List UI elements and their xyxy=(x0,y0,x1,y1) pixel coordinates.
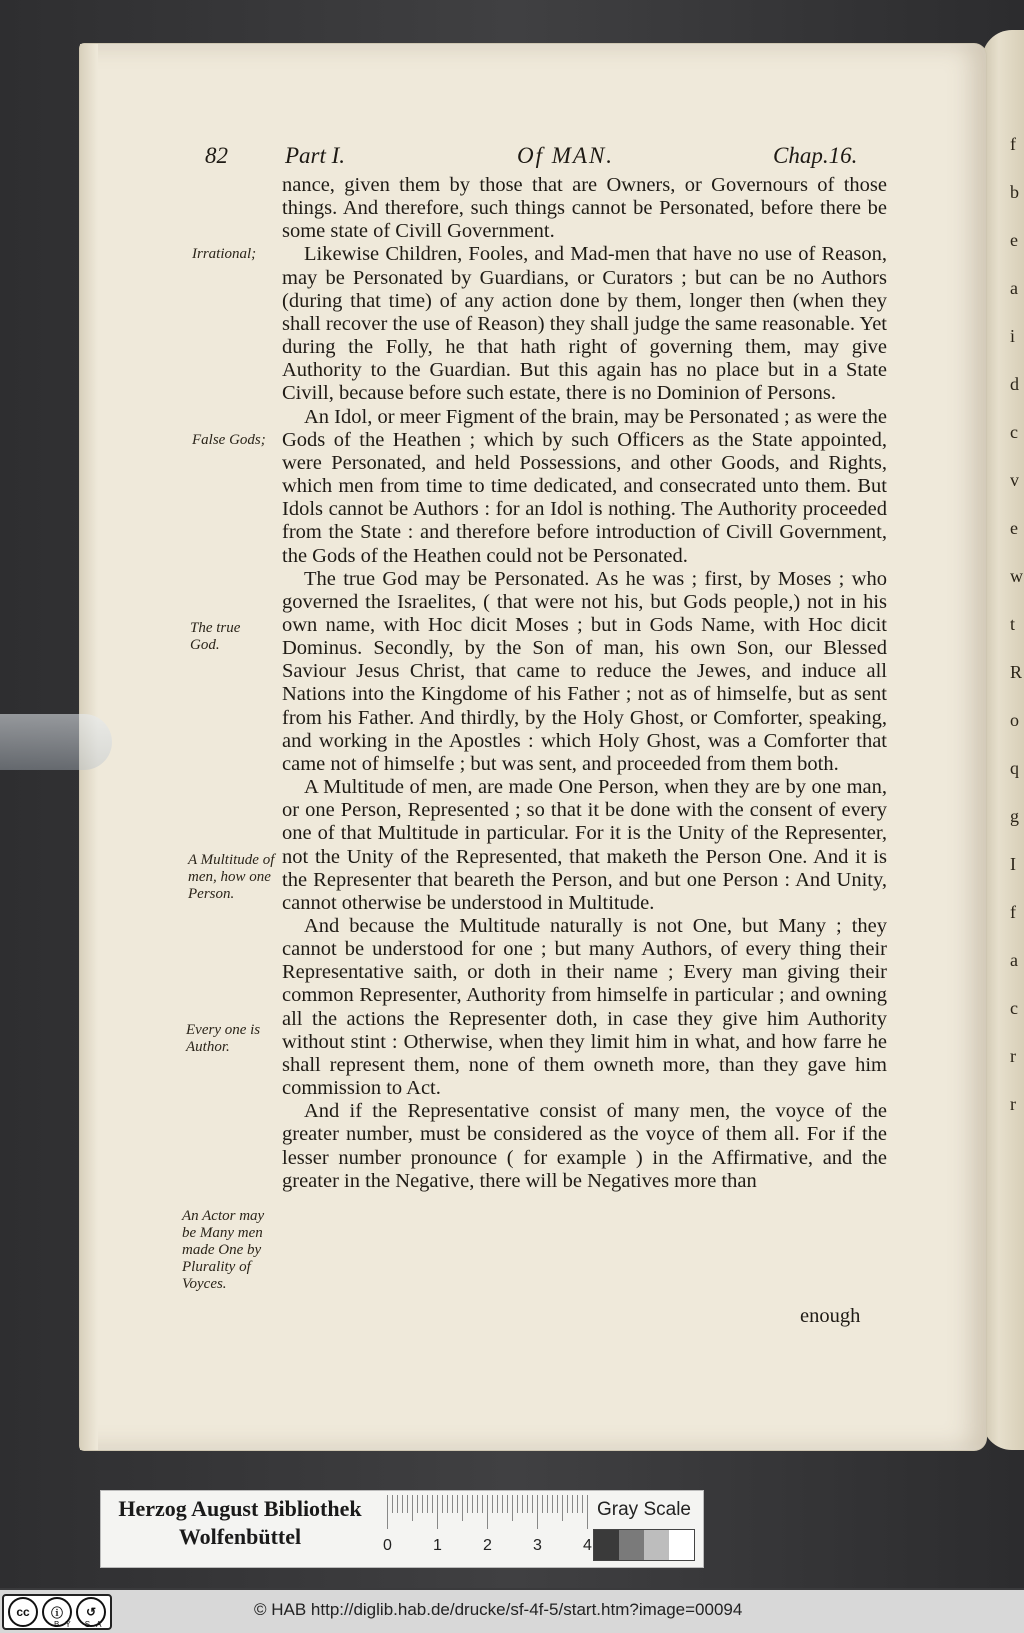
paragraph-1: nance, given them by those that are Owners, or Governours of those things. And therefore, such things cannot be Personated, before there be some state of Civill Government. xyxy=(282,174,887,243)
facing-page-letter: w xyxy=(1010,566,1023,586)
scale-tick xyxy=(417,1495,418,1513)
scale-tick xyxy=(572,1495,573,1513)
scale-number: 0 xyxy=(383,1537,392,1554)
margin-note-multitude: A Multitude of men, how one Person. xyxy=(188,852,275,902)
facing-page-letter: r xyxy=(1010,1094,1016,1114)
facing-page-letters xyxy=(1010,120,1024,1128)
margin-note-actor-many: An Actor may be Many men made One by Plurality of Voyces. xyxy=(182,1208,265,1292)
scale-tick xyxy=(422,1495,423,1513)
scale-tick xyxy=(472,1495,473,1513)
scale-tick xyxy=(577,1495,578,1513)
scale-tick xyxy=(427,1495,428,1513)
scale-tick xyxy=(562,1495,563,1521)
scale-tick xyxy=(432,1495,433,1513)
paragraph-3: An Idol, or meer Figment of the brain, may be Personated ; as were the Gods of the Heathen ; which by such Officers as the State appointed, were Personated, and held Possessions, and other Goods, and Rights, which men from time to time dedicated, and consecrated unto them. But Idols cannot be Authors : for an Idol is nothing. The Authority proceeded from the State : and therefore before introduction of Civill Government, the Gods of the Heathen could not be Personated. xyxy=(282,405,887,567)
facing-page-letter: b xyxy=(1010,182,1019,202)
scale-tick xyxy=(522,1495,523,1513)
scale-tick xyxy=(387,1495,388,1529)
scale-tick xyxy=(487,1495,488,1529)
scale-tick xyxy=(402,1495,403,1513)
scale-tick xyxy=(412,1495,413,1521)
paragraph-2: Likewise Children, Fooles, and Mad-men that have no use of Reason, may be Personated by Guardians, or Curators ; but can be no Authors (during that time) of any action done by them, longer then (when they shall recover the use of Reason) they shall judge the same reasonable. Yet during the Folly, he that hath right of governing them, may give Authority to the Guardian. But this again has no place but in a State Civill, because before such estate, there is no Dominion of Persons. xyxy=(282,243,887,405)
library-name-line2: Wolfenbüttel xyxy=(178,1524,302,1549)
cc-license-badge[interactable] xyxy=(2,1594,112,1630)
scale-tick xyxy=(502,1495,503,1513)
cc-license-sub: BY SA xyxy=(54,1620,108,1629)
scale-number: 4 xyxy=(583,1537,592,1554)
facing-page-letter: e xyxy=(1010,230,1018,250)
body-text xyxy=(282,174,887,1193)
facing-page-letter: e xyxy=(1010,518,1018,538)
running-header xyxy=(205,143,885,173)
facing-page-letter: c xyxy=(1010,998,1018,1018)
scale-tick xyxy=(587,1495,588,1529)
scale-tick xyxy=(462,1495,463,1521)
library-name-line1: Herzog August Bibliothek xyxy=(118,1496,362,1521)
scale-tick xyxy=(532,1495,533,1513)
source-url[interactable]: © HAB http://diglib.hab.de/drucke/sf-4f-5/start.htm?image=00094 xyxy=(254,1600,743,1619)
scale-tick xyxy=(392,1495,393,1513)
facing-page-letter: I xyxy=(1010,854,1016,874)
facing-page-letter: f xyxy=(1010,134,1016,154)
scale-tick xyxy=(477,1495,478,1513)
header-part: Part I. xyxy=(285,143,346,168)
margin-note-every-one-author: Every one is Author. xyxy=(186,1022,261,1055)
by-icon: ⓘ xyxy=(42,1597,72,1627)
scale-tick xyxy=(582,1495,583,1513)
facing-page-letter: a xyxy=(1010,950,1018,970)
scale-tick xyxy=(407,1495,408,1513)
facing-page-letter: t xyxy=(1010,614,1016,634)
facing-page-letter: i xyxy=(1010,326,1016,346)
facing-page-letter: g xyxy=(1010,806,1019,826)
facing-page-letter: a xyxy=(1010,278,1018,298)
header-title: Of MAN. xyxy=(517,143,615,168)
scale-tick xyxy=(492,1495,493,1513)
color-scale-ruler xyxy=(100,1490,704,1568)
sa-icon: ↺ xyxy=(76,1597,106,1627)
scale-tick xyxy=(442,1495,443,1513)
paragraph-5: A Multitude of men, are made One Person, when they are by one man, or one Person, Represented ; so that it be done with the consent of every one of that Multitude in particular. For it is the Unity of the Representer, not the Unity of the Represented, that maketh the Person One. And it is the Representer that beareth the Person, and but one Person : And Unity, cannot otherwise be understood in Multitude. xyxy=(282,776,887,914)
scale-tick xyxy=(467,1495,468,1513)
scale-tick xyxy=(567,1495,568,1513)
facing-page-letter: c xyxy=(1010,422,1018,442)
gray-swatch xyxy=(619,1530,644,1560)
library-name xyxy=(109,1495,371,1551)
paragraph-6: And because the Multitude naturally is not One, but Many ; they cannot be understood for one ; but many Authors, of every thing their Representative saith, or doth in their name ; Every man giving their common Representer, Authority from himselfe in particular ; and owning all the actions the Representer doth, in case they give him Authority without stint : Otherwise, when they limit him in what, and how farre he shall represent them, none of them owneth more, than they gave him commission to Act. xyxy=(282,915,887,1100)
facing-page-letter: o xyxy=(1010,710,1019,730)
facing-page-letter: q xyxy=(1010,758,1019,778)
cc-icon: cc xyxy=(8,1597,38,1627)
gray-scale-swatches xyxy=(593,1529,695,1561)
scale-tick xyxy=(497,1495,498,1513)
gray-swatch xyxy=(669,1530,694,1560)
page-clip xyxy=(0,714,112,770)
facing-page-letter: r xyxy=(1010,1046,1016,1066)
margin-note-true-god: The true God. xyxy=(190,620,241,653)
scale-tick xyxy=(482,1495,483,1513)
margin-note-false-gods: False Gods; xyxy=(192,432,266,448)
scale-tick xyxy=(557,1495,558,1513)
footer-bar xyxy=(0,1590,1024,1633)
paragraph-7: And if the Representative consist of many men, the voyce of the greater number, must be considered as the voyce of them all. For if the lesser number pronounce ( for example ) in the Affirmative, and the greater in the Negative, there will be Negatives more than xyxy=(282,1100,887,1192)
gray-scale-label: Gray Scale xyxy=(597,1499,691,1520)
scale-number: 1 xyxy=(433,1537,442,1554)
gray-swatch xyxy=(644,1530,669,1560)
margin-note-irrational: Irrational; xyxy=(192,246,257,262)
scale-tick xyxy=(537,1495,538,1529)
facing-page-letter: d xyxy=(1010,374,1019,394)
facing-page-letter: f xyxy=(1010,902,1016,922)
scale-number: 2 xyxy=(483,1537,492,1554)
page-number: 82 xyxy=(205,143,228,168)
facing-page-letter: R xyxy=(1010,662,1023,682)
scale-tick xyxy=(517,1495,518,1513)
scale-tick xyxy=(527,1495,528,1513)
scale-tick xyxy=(542,1495,543,1513)
scale-tick xyxy=(447,1495,448,1513)
scale-tick xyxy=(547,1495,548,1513)
facing-page-letter: v xyxy=(1010,470,1019,490)
scale-tick xyxy=(552,1495,553,1513)
scale-tick xyxy=(397,1495,398,1513)
scale-tick xyxy=(437,1495,438,1529)
scale-number: 3 xyxy=(533,1537,542,1554)
catchword: enough xyxy=(800,1305,861,1327)
scale-tick xyxy=(507,1495,508,1513)
paragraph-4: The true God may be Personated. As he was ; first, by Moses ; who governed the Israelites, ( that were not his, but Gods people,) not in his own name, with Hoc dicit Moses ; but in Gods Name, with Hoc dicit Dominus. Secondly, by the Son of man, his own Son, our Blessed Saviour Jesus Christ, that came to reduce the Jewes, and induce all Nations into the Kingdome of his Father ; not as of himselfe, but as sent from his Father. And thirdly, by the Holy Ghost, or Comforter, speaking, and working in the Apostles : which Holy Ghost, was a Comforter that came not of himselfe ; but was sent, and proceeded from them both. xyxy=(282,567,887,775)
gray-swatch xyxy=(594,1530,619,1560)
scale-tick xyxy=(457,1495,458,1513)
header-chapter: Chap.16. xyxy=(773,143,858,168)
scale-tick xyxy=(452,1495,453,1513)
scale-tick xyxy=(512,1495,513,1521)
length-scale xyxy=(377,1493,607,1563)
